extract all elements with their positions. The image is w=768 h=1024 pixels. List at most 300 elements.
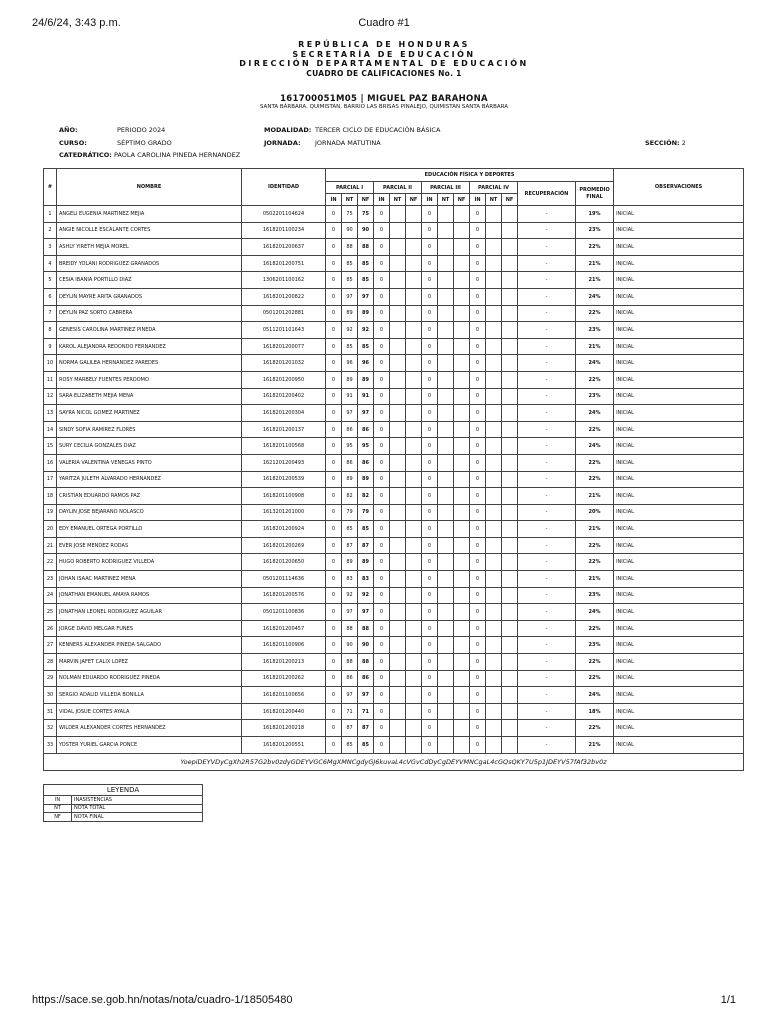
student-id: 1618201200218 — [242, 720, 326, 737]
sub-nf-header: NF — [502, 194, 518, 206]
recovery: - — [518, 521, 576, 538]
partial-2-nt — [390, 488, 406, 505]
subject-header: EDUCACIÓN FÍSICA Y DEPORTES — [326, 169, 614, 182]
partial-2-nt — [390, 255, 406, 272]
partial-4-nf — [502, 438, 518, 455]
partial-3-in: 0 — [422, 421, 438, 438]
partial-1-in: 0 — [326, 388, 342, 405]
partial-4-in: 0 — [470, 554, 486, 571]
recovery: - — [518, 488, 576, 505]
partial-1-nf: 96 — [358, 355, 374, 372]
partial-1-nt: 85 — [342, 272, 358, 289]
observation: INICIAL — [614, 371, 744, 388]
partial-2-nf — [406, 554, 422, 571]
partial-3-nf — [454, 421, 470, 438]
col-average-header: PROMEDIO FINAL — [576, 182, 614, 206]
partial-3-nt — [438, 388, 454, 405]
col-name-header: NOMBRE — [57, 169, 242, 206]
final-average: 23% — [576, 322, 614, 339]
partial-4-in: 0 — [470, 604, 486, 621]
student-id: 1618201200950 — [242, 371, 326, 388]
row-number: 25 — [44, 604, 57, 621]
partial-3-nt — [438, 488, 454, 505]
student-name: YOSTER YURIEL GARCIA PONCE — [57, 737, 242, 754]
partial-4-nt — [486, 222, 502, 239]
partial-2-nt — [390, 239, 406, 256]
info-section-label: SECCIÓN: — [645, 139, 680, 147]
recovery: - — [518, 222, 576, 239]
final-average: 21% — [576, 521, 614, 538]
row-number: 7 — [44, 305, 57, 322]
recovery: - — [518, 255, 576, 272]
sub-in-header: IN — [326, 194, 342, 206]
partial-4-nt — [486, 587, 502, 604]
partial-1-in: 0 — [326, 620, 342, 637]
row-number: 5 — [44, 272, 57, 289]
partial-3-nt — [438, 737, 454, 754]
partial-4-in: 0 — [470, 222, 486, 239]
legend-description: NOTA FINAL — [72, 813, 203, 822]
partial-3-header: PARCIAL III — [422, 182, 470, 194]
student-id: 1618201100568 — [242, 438, 326, 455]
partial-3-nf — [454, 571, 470, 588]
partial-2-nt — [390, 687, 406, 704]
partial-4-in: 0 — [470, 703, 486, 720]
partial-4-nf — [502, 504, 518, 521]
observation: INICIAL — [614, 504, 744, 521]
grades-table — [43, 168, 744, 771]
observation: INICIAL — [614, 654, 744, 671]
student-id: 1618201200262 — [242, 670, 326, 687]
final-average: 22% — [576, 471, 614, 488]
partial-2-nf — [406, 670, 422, 687]
partial-3-in: 0 — [422, 654, 438, 671]
partial-3-nt — [438, 355, 454, 372]
student-name: VIDAL JOSUE CORTES AYALA — [57, 703, 242, 720]
partial-1-nt: 92 — [342, 587, 358, 604]
partial-4-in: 0 — [470, 504, 486, 521]
final-average: 22% — [576, 421, 614, 438]
recovery: - — [518, 421, 576, 438]
table-row — [44, 737, 744, 754]
observation: INICIAL — [614, 272, 744, 289]
partial-2-in: 0 — [374, 703, 390, 720]
partial-3-nf — [454, 222, 470, 239]
legend-code: NT — [44, 804, 72, 813]
partial-3-in: 0 — [422, 322, 438, 339]
partial-2-in: 0 — [374, 239, 390, 256]
partial-3-nf — [454, 371, 470, 388]
partial-4-nf — [502, 687, 518, 704]
row-number: 29 — [44, 670, 57, 687]
partial-4-nf — [502, 670, 518, 687]
student-id: 1618201200576 — [242, 587, 326, 604]
partial-1-nf: 95 — [358, 438, 374, 455]
partial-1-nt: 86 — [342, 670, 358, 687]
partial-3-nt — [438, 703, 454, 720]
recovery: - — [518, 322, 576, 339]
partial-2-nt — [390, 604, 406, 621]
final-average: 21% — [576, 488, 614, 505]
table-row — [44, 587, 744, 604]
table-row — [44, 371, 744, 388]
student-id: 1618201200213 — [242, 654, 326, 671]
partial-2-nt — [390, 405, 406, 422]
partial-3-in: 0 — [422, 504, 438, 521]
school-name: 161700051M05 | MIGUEL PAZ BARAHONA — [280, 94, 488, 104]
partial-2-nf — [406, 371, 422, 388]
student-name: ASHLY YIRETH MEJIA MOREL — [57, 239, 242, 256]
partial-2-nt — [390, 272, 406, 289]
observation: INICIAL — [614, 604, 744, 621]
student-id: 1621201200493 — [242, 454, 326, 471]
partial-2-nf — [406, 637, 422, 654]
partial-4-nf — [502, 488, 518, 505]
row-number: 3 — [44, 239, 57, 256]
partial-1-nf: 92 — [358, 322, 374, 339]
recovery: - — [518, 388, 576, 405]
partial-3-nt — [438, 255, 454, 272]
header-direction: DIRECCIÓN DEPARTAMENTAL DE EDUCACIÓN — [239, 59, 529, 68]
partial-2-in: 0 — [374, 355, 390, 372]
partial-3-nt — [438, 554, 454, 571]
partial-2-nt — [390, 670, 406, 687]
partial-4-nt — [486, 239, 502, 256]
partial-2-in: 0 — [374, 405, 390, 422]
partial-1-nf: 90 — [358, 222, 374, 239]
recovery: - — [518, 571, 576, 588]
partial-2-nf — [406, 737, 422, 754]
partial-1-nt: 95 — [342, 438, 358, 455]
partial-4-nt — [486, 554, 502, 571]
partial-3-nf — [454, 388, 470, 405]
partial-2-nt — [390, 720, 406, 737]
sub-nt-header: NT — [390, 194, 406, 206]
recovery: - — [518, 637, 576, 654]
student-name: ROSY MARBELY FUENTES PERDOMO — [57, 371, 242, 388]
partial-1-in: 0 — [326, 521, 342, 538]
partial-3-nf — [454, 587, 470, 604]
partial-4-nt — [486, 737, 502, 754]
partial-4-nf — [502, 554, 518, 571]
partial-4-in: 0 — [470, 471, 486, 488]
partial-1-nt: 88 — [342, 654, 358, 671]
final-average: 22% — [576, 654, 614, 671]
partial-1-in: 0 — [326, 322, 342, 339]
observation: INICIAL — [614, 471, 744, 488]
student-name: NOLMAN EDUARDO RODRIGUEZ PINEDA — [57, 670, 242, 687]
legend-title: LEYENDA — [44, 785, 203, 796]
partial-3-in: 0 — [422, 371, 438, 388]
table-row — [44, 454, 744, 471]
partial-4-nf — [502, 521, 518, 538]
partial-1-nt: 71 — [342, 703, 358, 720]
student-name: EVER JOSE MENDEZ RODAS — [57, 537, 242, 554]
partial-4-nf — [502, 421, 518, 438]
partial-1-nt: 87 — [342, 537, 358, 554]
partial-3-nt — [438, 438, 454, 455]
partial-1-in: 0 — [326, 571, 342, 588]
partial-1-nt: 75 — [342, 206, 358, 223]
partial-1-nt: 79 — [342, 504, 358, 521]
partial-1-in: 0 — [326, 703, 342, 720]
student-id: 1618201200924 — [242, 521, 326, 538]
observation: INICIAL — [614, 637, 744, 654]
partial-1-nt: 83 — [342, 571, 358, 588]
partial-1-nt: 90 — [342, 222, 358, 239]
student-name: SERGIO ADALID VILLEDA BONILLA — [57, 687, 242, 704]
student-name: MARVIN JAFET CALIX LOPEZ — [57, 654, 242, 671]
partial-2-nt — [390, 554, 406, 571]
partial-3-nf — [454, 637, 470, 654]
partial-3-nf — [454, 554, 470, 571]
observation: INICIAL — [614, 554, 744, 571]
student-id: 1306201100162 — [242, 272, 326, 289]
partial-2-nf — [406, 255, 422, 272]
partial-4-nt — [486, 388, 502, 405]
student-id: 1618201200457 — [242, 620, 326, 637]
recovery: - — [518, 587, 576, 604]
partial-3-in: 0 — [422, 720, 438, 737]
partial-4-nt — [486, 521, 502, 538]
partial-1-nf: 97 — [358, 288, 374, 305]
partial-3-nf — [454, 737, 470, 754]
partial-4-in: 0 — [470, 405, 486, 422]
partial-4-nf — [502, 388, 518, 405]
partial-2-nf — [406, 488, 422, 505]
partial-3-in: 0 — [422, 355, 438, 372]
recovery: - — [518, 604, 576, 621]
recovery: - — [518, 504, 576, 521]
sub-in-header: IN — [374, 194, 390, 206]
partial-1-nf: 90 — [358, 637, 374, 654]
partial-4-nt — [486, 504, 502, 521]
final-average: 22% — [576, 454, 614, 471]
partial-4-nt — [486, 272, 502, 289]
row-number: 8 — [44, 322, 57, 339]
table-row — [44, 206, 744, 223]
final-average: 24% — [576, 604, 614, 621]
partial-2-nt — [390, 587, 406, 604]
partial-3-nf — [454, 703, 470, 720]
info-shift-label: JORNADA: — [264, 139, 301, 147]
partial-3-nt — [438, 454, 454, 471]
student-id: 1618201200637 — [242, 239, 326, 256]
partial-1-nt: 86 — [342, 421, 358, 438]
school-address: SANTA BÁRBARA, QUIMISTAN, BARRIO LAS BRISAS PINALEJO, QUIMISTAN SANTA BÁRBARA — [259, 104, 509, 110]
partial-3-nf — [454, 322, 470, 339]
partial-1-nf: 85 — [358, 521, 374, 538]
partial-4-nt — [486, 355, 502, 372]
partial-3-nt — [438, 305, 454, 322]
observation: INICIAL — [614, 670, 744, 687]
partial-4-in: 0 — [470, 371, 486, 388]
table-row — [44, 222, 744, 239]
partial-1-nt: 89 — [342, 305, 358, 322]
partial-2-nt — [390, 504, 406, 521]
student-name: BREIDY YOLANI RODRIGUEZ GRANADOS — [57, 255, 242, 272]
legend-row — [44, 813, 203, 822]
partial-1-nt: 97 — [342, 288, 358, 305]
partial-2-in: 0 — [374, 604, 390, 621]
student-name: JORGE DAVID MELGAR FUNES — [57, 620, 242, 637]
partial-4-in: 0 — [470, 438, 486, 455]
row-number: 30 — [44, 687, 57, 704]
partial-3-in: 0 — [422, 488, 438, 505]
partial-4-header: PARCIAL IV — [470, 182, 518, 194]
partial-2-in: 0 — [374, 720, 390, 737]
row-number: 1 — [44, 206, 57, 223]
student-name: DEYLIN MAYRE ARITA GRANADOS — [57, 288, 242, 305]
partial-1-in: 0 — [326, 454, 342, 471]
partial-1-in: 0 — [326, 206, 342, 223]
partial-1-nf: 79 — [358, 504, 374, 521]
partial-1-in: 0 — [326, 338, 342, 355]
partial-4-nt — [486, 637, 502, 654]
partial-3-nf — [454, 305, 470, 322]
final-average: 23% — [576, 587, 614, 604]
partial-2-nt — [390, 421, 406, 438]
partial-3-in: 0 — [422, 521, 438, 538]
legend-description: NOTA TOTAL — [72, 804, 203, 813]
col-id-header: IDENTIDAD — [242, 169, 326, 206]
student-id: 1618201100656 — [242, 687, 326, 704]
partial-1-nt: 87 — [342, 720, 358, 737]
partial-4-in: 0 — [470, 322, 486, 339]
grades-table-header — [44, 169, 744, 206]
row-number: 24 — [44, 587, 57, 604]
table-row — [44, 471, 744, 488]
partial-1-in: 0 — [326, 670, 342, 687]
row-number: 6 — [44, 288, 57, 305]
partial-1-in: 0 — [326, 537, 342, 554]
partial-3-in: 0 — [422, 239, 438, 256]
partial-1-nf: 86 — [358, 670, 374, 687]
partial-3-in: 0 — [422, 670, 438, 687]
info-modality-label: MODALIDAD: — [264, 126, 312, 134]
partial-4-in: 0 — [470, 670, 486, 687]
partial-3-nf — [454, 206, 470, 223]
final-average: 21% — [576, 255, 614, 272]
partial-1-in: 0 — [326, 355, 342, 372]
partial-1-in: 0 — [326, 637, 342, 654]
sub-nf-header: NF — [406, 194, 422, 206]
partial-3-nt — [438, 720, 454, 737]
legend-code: IN — [44, 796, 72, 805]
partial-3-nt — [438, 222, 454, 239]
sub-nt-header: NT — [438, 194, 454, 206]
recovery: - — [518, 654, 576, 671]
partial-1-in: 0 — [326, 239, 342, 256]
table-row — [44, 604, 744, 621]
student-name: ANGELI EUGENIA MARTINEZ MEJIA — [57, 206, 242, 223]
final-average: 22% — [576, 670, 614, 687]
student-name: CESIA IBANIA PORTILLO DIAZ — [57, 272, 242, 289]
partial-2-header: PARCIAL II — [374, 182, 422, 194]
partial-1-in: 0 — [326, 288, 342, 305]
partial-2-in: 0 — [374, 488, 390, 505]
partial-1-nf: 89 — [358, 371, 374, 388]
table-row — [44, 405, 744, 422]
partial-2-nf — [406, 388, 422, 405]
partial-2-nt — [390, 737, 406, 754]
partial-4-in: 0 — [470, 720, 486, 737]
partial-4-nt — [486, 604, 502, 621]
partial-1-nt: 89 — [342, 554, 358, 571]
partial-4-in: 0 — [470, 454, 486, 471]
partial-2-in: 0 — [374, 587, 390, 604]
partial-4-nf — [502, 654, 518, 671]
student-id: 0511201101643 — [242, 322, 326, 339]
recovery: - — [518, 206, 576, 223]
partial-3-nt — [438, 654, 454, 671]
partial-4-nf — [502, 703, 518, 720]
partial-2-nf — [406, 571, 422, 588]
table-row — [44, 504, 744, 521]
row-number: 19 — [44, 504, 57, 521]
partial-4-nt — [486, 405, 502, 422]
recovery: - — [518, 554, 576, 571]
partial-1-in: 0 — [326, 255, 342, 272]
recovery: - — [518, 703, 576, 720]
partial-2-nt — [390, 206, 406, 223]
row-number: 20 — [44, 521, 57, 538]
partial-2-in: 0 — [374, 737, 390, 754]
partial-3-nt — [438, 371, 454, 388]
student-name: SURY CECILIA GONZALES DIAZ — [57, 438, 242, 455]
partial-3-in: 0 — [422, 604, 438, 621]
student-name: JONATHAN EMANUEL AMAYA RAMOS — [57, 587, 242, 604]
partial-2-in: 0 — [374, 637, 390, 654]
partial-3-in: 0 — [422, 537, 438, 554]
table-row — [44, 554, 744, 571]
partial-1-in: 0 — [326, 654, 342, 671]
partial-4-nt — [486, 438, 502, 455]
observation: INICIAL — [614, 488, 744, 505]
row-number: 4 — [44, 255, 57, 272]
partial-1-nf: 88 — [358, 654, 374, 671]
info-teacher — [59, 151, 240, 159]
row-number: 23 — [44, 571, 57, 588]
partial-4-nt — [486, 471, 502, 488]
recovery: - — [518, 405, 576, 422]
row-number: 14 — [44, 421, 57, 438]
partial-4-nt — [486, 670, 502, 687]
legend-description: INASISTENCIAS — [72, 796, 203, 805]
recovery: - — [518, 239, 576, 256]
student-id: 1618201200269 — [242, 537, 326, 554]
observation: INICIAL — [614, 537, 744, 554]
partial-1-nf: 88 — [358, 620, 374, 637]
observation: INICIAL — [614, 521, 744, 538]
info-year-label: AÑO: — [59, 126, 78, 134]
partial-1-nt: 90 — [342, 637, 358, 654]
partial-3-nt — [438, 206, 454, 223]
partial-4-in: 0 — [470, 355, 486, 372]
partial-2-in: 0 — [374, 421, 390, 438]
partial-4-in: 0 — [470, 239, 486, 256]
observation: INICIAL — [614, 421, 744, 438]
partial-1-nf: 87 — [358, 537, 374, 554]
partial-2-nt — [390, 703, 406, 720]
partial-3-nf — [454, 272, 470, 289]
partial-3-nt — [438, 587, 454, 604]
partial-3-nf — [454, 405, 470, 422]
partial-1-in: 0 — [326, 222, 342, 239]
partial-3-in: 0 — [422, 587, 438, 604]
partial-2-nf — [406, 206, 422, 223]
partial-4-in: 0 — [470, 272, 486, 289]
